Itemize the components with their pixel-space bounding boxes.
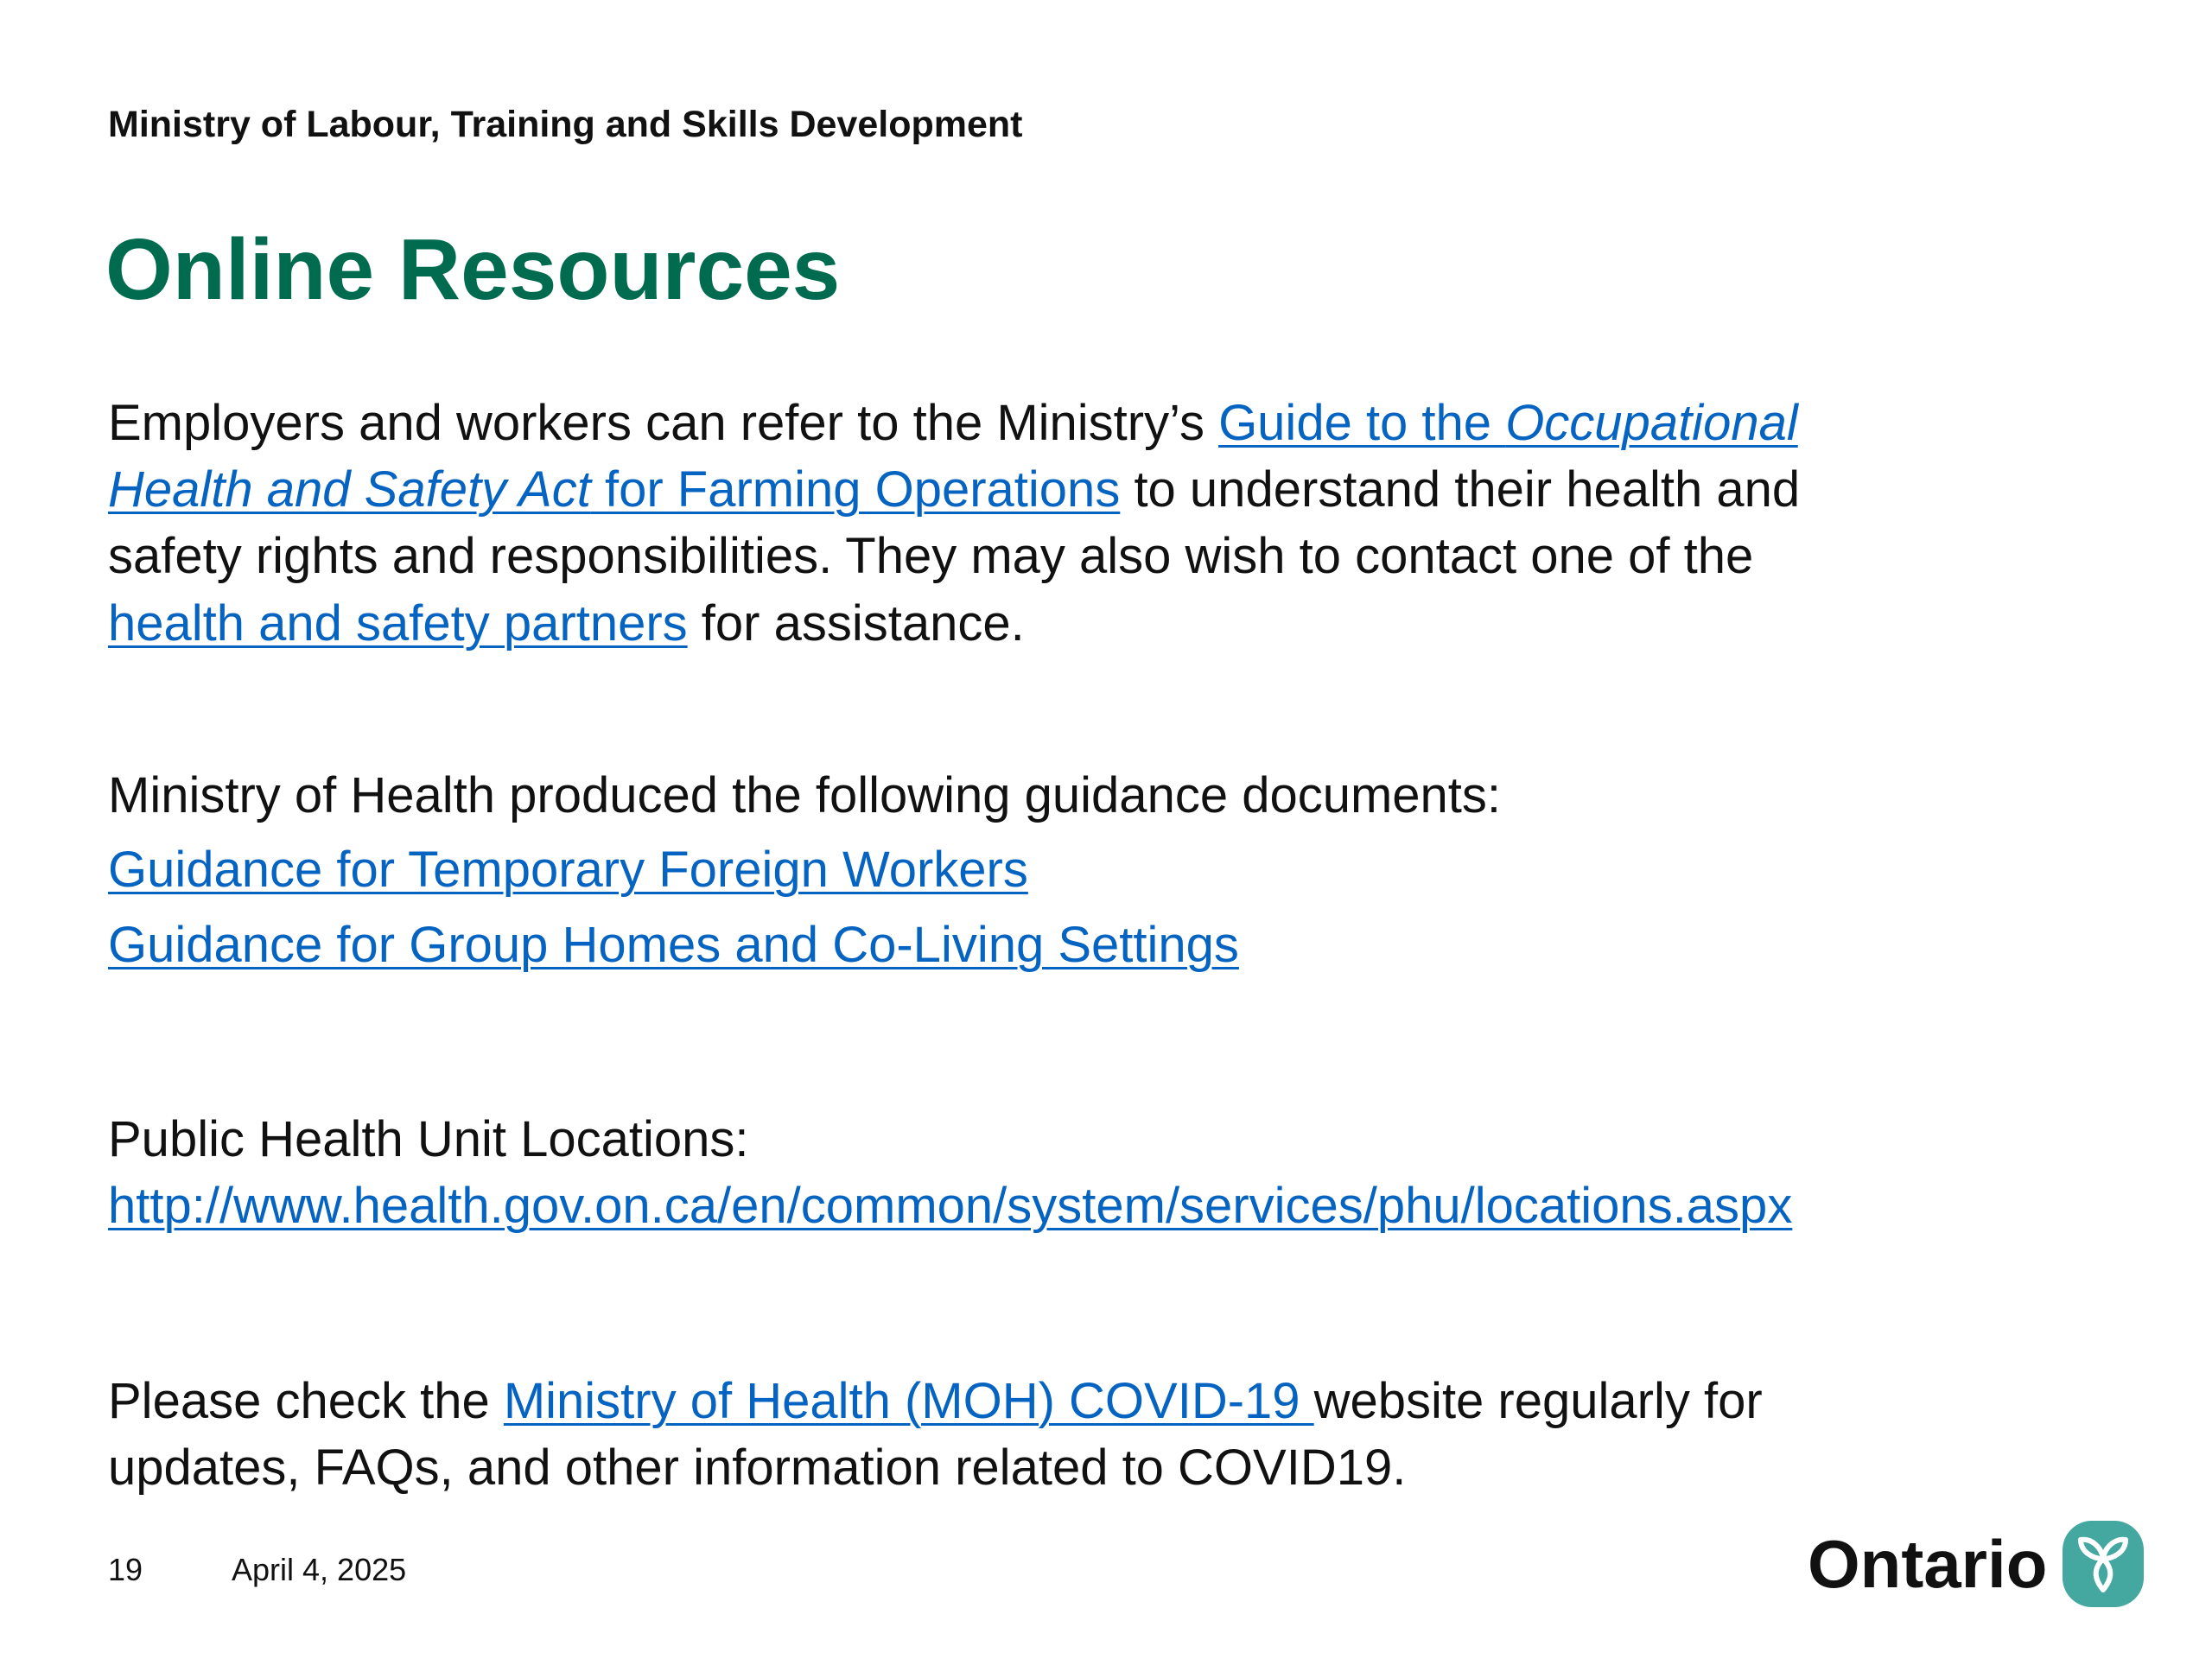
guidance-tfw-link[interactable]: [108, 836, 1028, 903]
ministry-header: Ministry of Labour, Training and Skills Development: [108, 104, 1023, 145]
phu-label: Public Health Unit Locations:: [108, 1111, 749, 1167]
paragraph-1-line-4: [108, 590, 1025, 657]
link-text[interactable]: Guidance for Group Homes and Co-Living Settings: [108, 917, 1239, 973]
text: Please check the: [108, 1373, 504, 1429]
guide-link-text[interactable]: for Farming Operations: [590, 461, 1121, 518]
paragraph-1-line-3: safety rights and responsibilities. They may also wish to contact one of the: [108, 528, 1754, 584]
text: to understand their health and: [1120, 461, 1801, 518]
link-text[interactable]: Guidance for Temporary Foreign Workers: [108, 842, 1028, 898]
paragraph-4-line-2: updates, FAQs, and other information related to COVID19.: [108, 1440, 1407, 1496]
text: website regularly for: [1313, 1373, 1763, 1429]
ontario-logo: [1808, 1521, 2144, 1607]
paragraph-1-line-1: [108, 390, 1798, 456]
logo-wordmark: Ontario: [1808, 1525, 2048, 1602]
paragraph-1-line-2: [108, 456, 1800, 523]
text: for assistance.: [687, 595, 1025, 652]
guide-link-text-italic[interactable]: Health and Safety Act: [108, 461, 591, 518]
page-title: Online Resources: [105, 221, 841, 318]
moh-covid-link[interactable]: Ministry of Health (MOH) COVID-19: [503, 1373, 1314, 1429]
page-number: 19: [108, 1552, 143, 1587]
text: Employers and workers can refer to the Ministry’s: [108, 395, 1219, 451]
guide-link[interactable]: [1218, 395, 1798, 451]
paragraph-4-line-1: [108, 1368, 1763, 1434]
guidance-group-homes-link[interactable]: [108, 912, 1239, 978]
phu-url-link[interactable]: [108, 1173, 1792, 1239]
guide-link-text-italic[interactable]: Occupational: [1505, 395, 1798, 451]
link-text[interactable]: http://www.health.gov.on.ca/en/common/system/services/phu/locations.aspx: [108, 1178, 1793, 1234]
guide-link-continued[interactable]: [108, 461, 1120, 518]
guidance-intro: Ministry of Health produced the following guidance documents:: [108, 767, 1502, 823]
trillium-icon: [2063, 1521, 2144, 1607]
guide-link-text[interactable]: Guide to the: [1218, 395, 1506, 451]
health-safety-partners-link[interactable]: health and safety partners: [108, 595, 688, 652]
slide-date: April 4, 2025: [232, 1552, 407, 1587]
